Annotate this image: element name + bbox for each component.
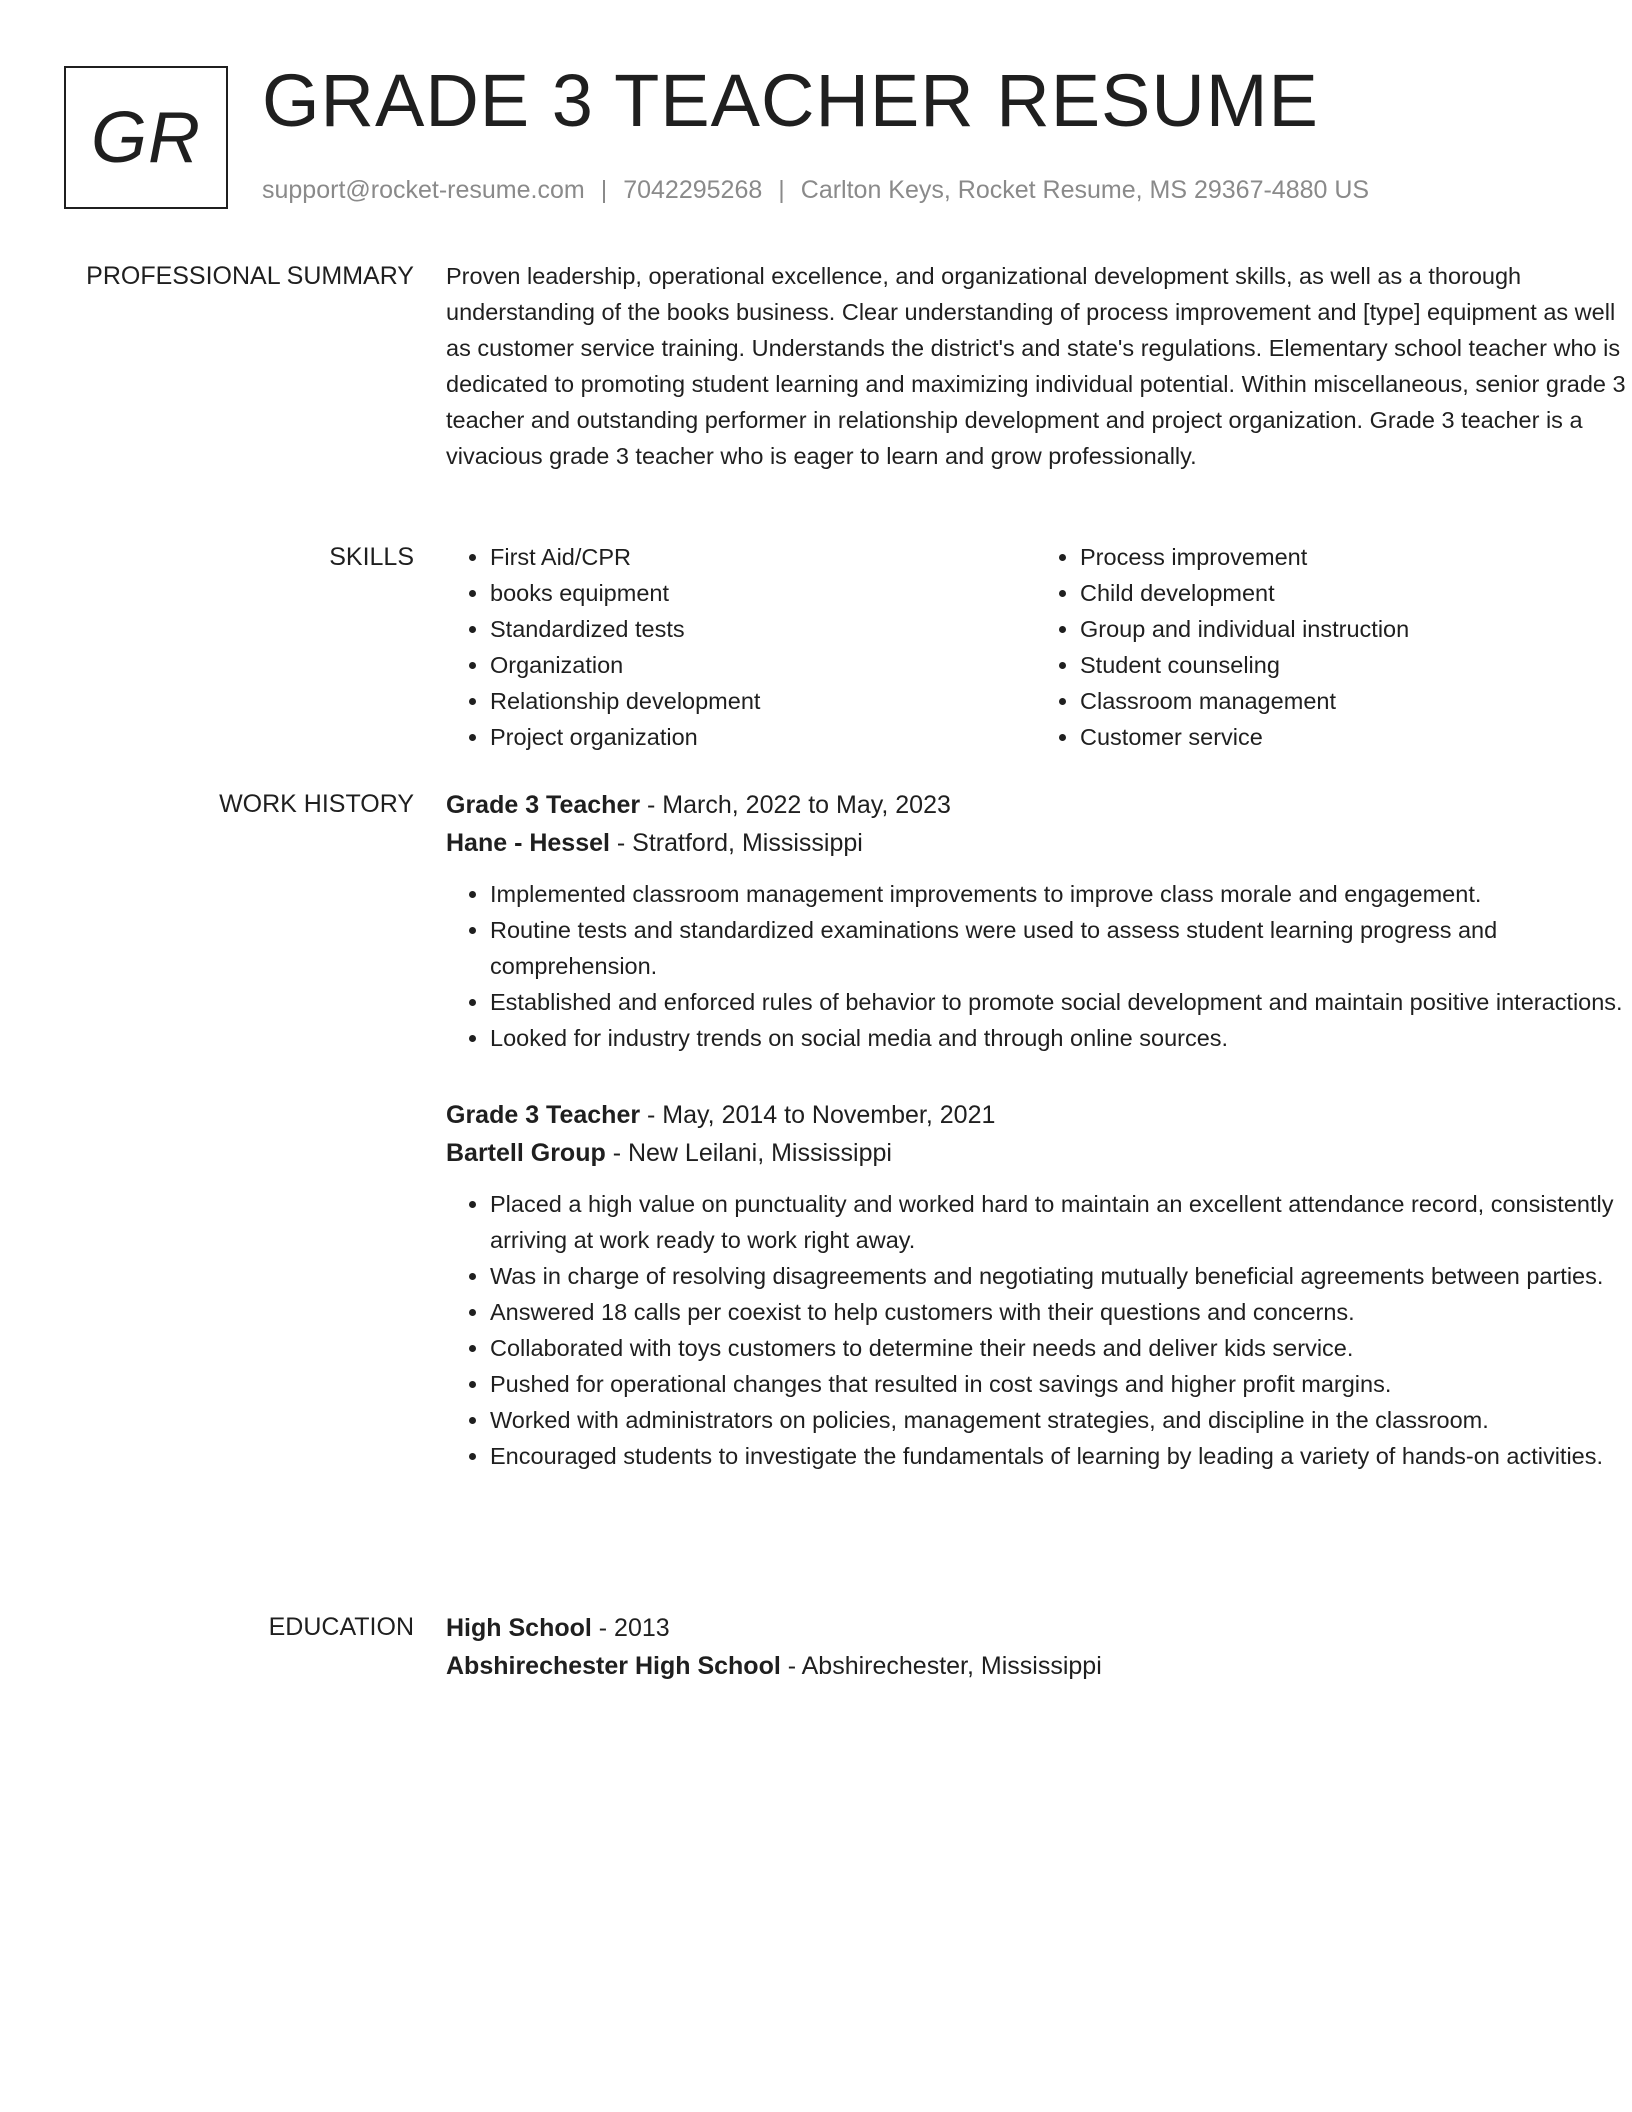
job-bullet: • Routine tests and standardized examinations were used to assess student learning progress and comprehension. (490, 912, 1626, 984)
job-title-line (446, 786, 1626, 824)
summary-body (446, 258, 1626, 474)
monogram-initials: GR (91, 97, 201, 178)
job-dates: - March, 2022 to May, 2023 (640, 791, 951, 819)
contact-separator: | (600, 176, 608, 204)
skill-item: • Project organization (490, 719, 1036, 755)
skill-item: • Organization (490, 647, 1036, 683)
job-bullet: • Answered 18 calls per coexist to help customers with their questions and concerns. (490, 1294, 1626, 1330)
job-bullet: • Pushed for operational changes that resulted in cost savings and higher profit margins. (490, 1366, 1626, 1402)
section-label-skills: SKILLS (329, 543, 414, 571)
contact-line (262, 174, 1369, 206)
skill-item: • Process improvement (1080, 539, 1626, 575)
job-bullet: • Worked with administrators on policies, management strategies, and discipline in the classroom. (490, 1402, 1626, 1438)
job-location: - Stratford, Mississippi (609, 829, 863, 857)
education-degree-line (446, 1609, 1626, 1647)
job-bullet: • Was in charge of resolving disagreements and negotiating mutually beneficial agreements between parties. (490, 1258, 1626, 1294)
skills-body (446, 539, 1626, 755)
job-company: Bartell Group (446, 1139, 606, 1167)
skill-item: • Child development (1080, 575, 1626, 611)
job-bullet: • Collaborated with toys customers to determine their needs and deliver kids service. (490, 1330, 1626, 1366)
skill-item: • Relationship development (490, 683, 1036, 719)
skill-item: • Customer service (1080, 719, 1626, 755)
job-company-line (446, 824, 1626, 862)
job-bullet: • Encouraged students to investigate the fundamentals of learning by leading a variety of hands-on activities. (490, 1438, 1626, 1474)
skill-item: • books equipment (490, 575, 1036, 611)
education-school-line (446, 1647, 1626, 1685)
skills-columns (446, 539, 1626, 755)
contact-address: Carlton Keys, Rocket Resume, MS 29367-4880 US (800, 176, 1370, 204)
education-school: Abshirechester High School (446, 1652, 781, 1680)
section-label-education: EDUCATION (268, 1613, 414, 1641)
resume-title: GRADE 3 TEACHER RESUME (262, 59, 1319, 142)
job-bullets (446, 876, 1626, 1056)
summary-text: Proven leadership, operational excellence, and organizational development skills, as well as a thorough understanding of the books business. Clear understanding of process improvement and [type] equipment as well as customer service training. Understands the district's and state's regulations. Elementary school teacher who is dedicated to promoting student learning and maximizing individual potential. Within miscellaneous, senior grade 3 teacher and outstanding performer in relationship development and project organization. Grade 3 teacher is a vivacious grade 3 teacher who is eager to learn and grow professionally. (446, 263, 1626, 469)
job-company: Hane - Hessel (446, 829, 610, 857)
contact-separator: | (778, 176, 785, 204)
section-label-work: WORK HISTORY (219, 790, 414, 818)
job-company-line (446, 1134, 1626, 1172)
education-location: - Abshirechester, Mississippi (780, 1652, 1102, 1680)
job-dates: - May, 2014 to November, 2021 (640, 1101, 996, 1129)
skill-item: • First Aid/CPR (490, 539, 1036, 575)
job-bullet: • Established and enforced rules of behavior to promote social development and maintain positive interactions. (490, 984, 1626, 1020)
section-label-summary: PROFESSIONAL SUMMARY (86, 262, 414, 290)
skill-item: • Group and individual instruction (1080, 611, 1626, 647)
skill-item: • Classroom management (1080, 683, 1626, 719)
skill-item: • Student counseling (1080, 647, 1626, 683)
job-bullets (446, 1186, 1626, 1474)
job-title: Grade 3 Teacher (446, 791, 641, 819)
job-entry (446, 1096, 1626, 1474)
job-bullet: • Looked for industry trends on social media and through online sources. (490, 1020, 1626, 1056)
skills-list-left (446, 539, 1036, 755)
job-bullet: • Implemented classroom management improvements to improve class morale and engagement. (490, 876, 1626, 912)
contact-email: support@rocket-resume.com (262, 176, 585, 204)
job-title-line (446, 1096, 1626, 1134)
job-entry (446, 786, 1626, 1056)
education-body (446, 1609, 1626, 1685)
skills-list-right (1036, 539, 1626, 755)
contact-phone: 7042295268 (623, 176, 763, 204)
education-degree: High School (446, 1614, 592, 1642)
job-location: - New Leilani, Mississippi (605, 1139, 892, 1167)
work-body (446, 786, 1626, 1474)
education-year: - 2013 (591, 1614, 670, 1642)
job-bullet: • Placed a high value on punctuality and worked hard to maintain an excellent attendance record, consistently arriving at work ready to work right away. (490, 1186, 1626, 1258)
monogram-badge (64, 66, 228, 209)
job-title: Grade 3 Teacher (446, 1101, 641, 1129)
skill-item: • Standardized tests (490, 611, 1036, 647)
